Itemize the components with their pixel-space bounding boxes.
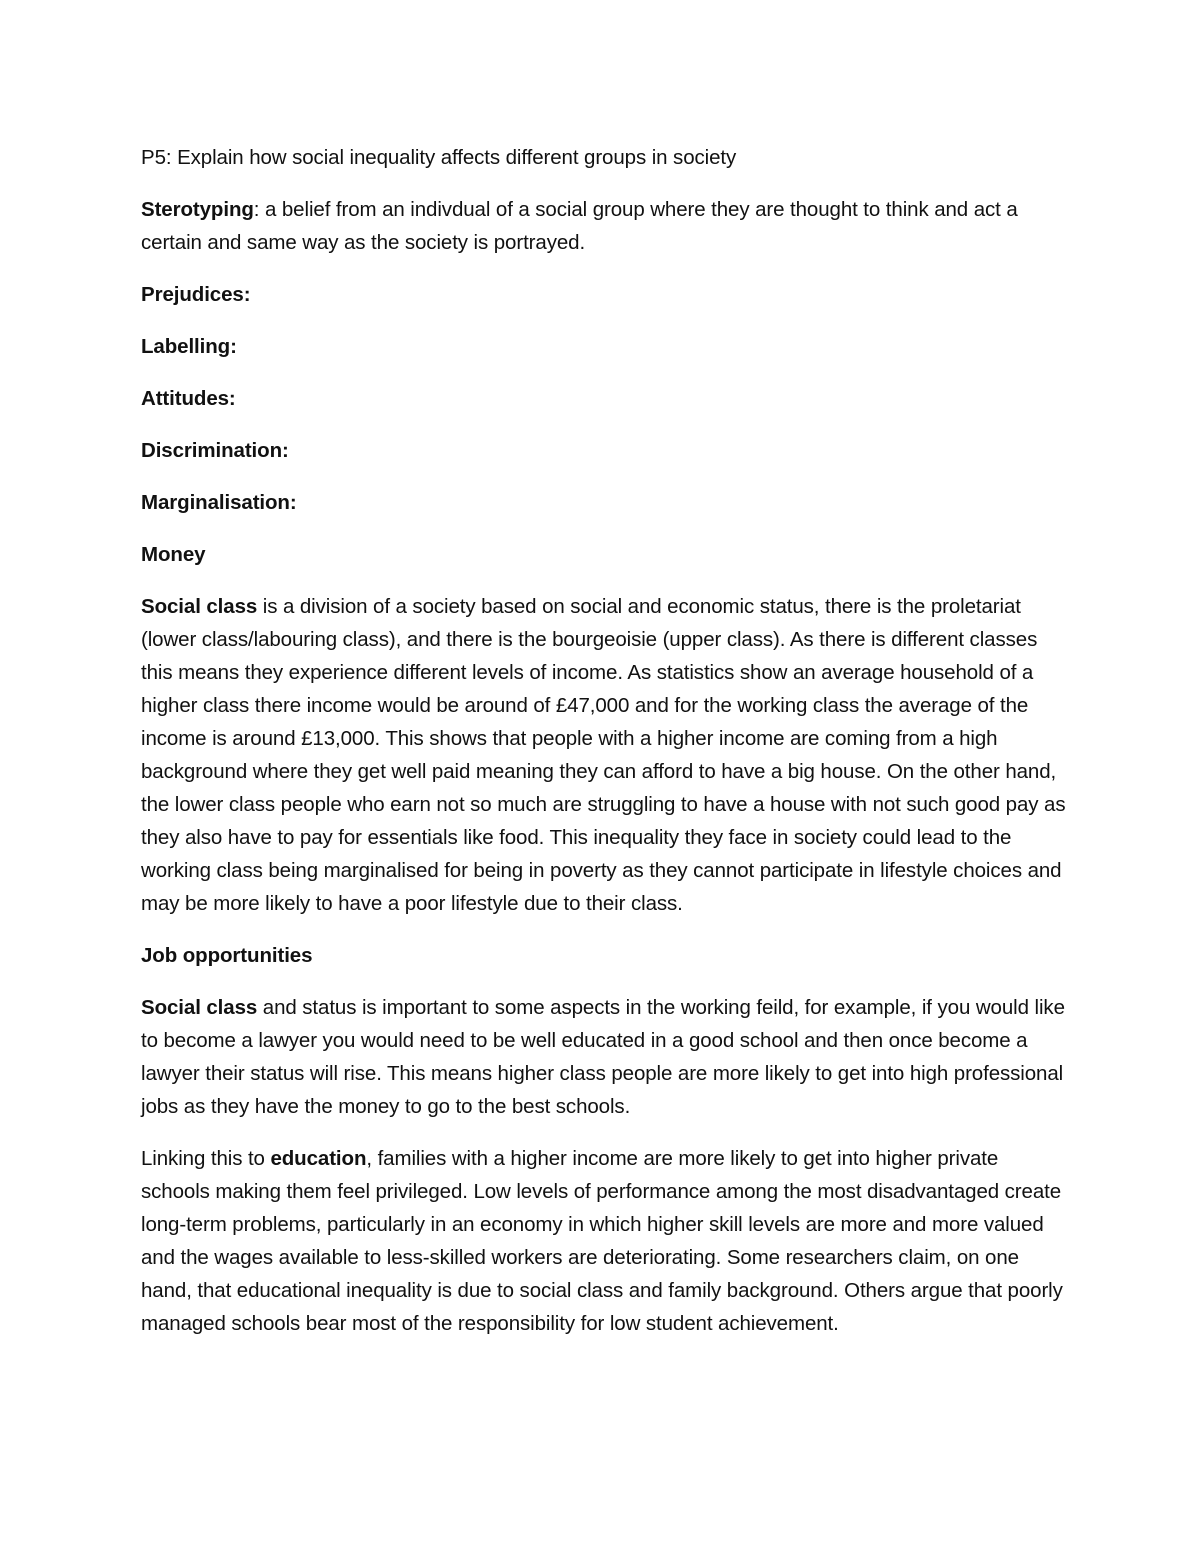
money-heading: Money: [141, 543, 206, 566]
labelling-term: Labelling:: [141, 335, 237, 358]
marginalisation-term: Marginalisation:: [141, 491, 297, 514]
social-class-jobs-paragraph: [141, 991, 1066, 1123]
social-class-money-paragraph: [141, 590, 1066, 920]
social-class-jobs-lead: Social class: [141, 996, 258, 1019]
sterotyping-paragraph: [141, 193, 1066, 259]
jobs-paragraph-text: and status is important to some aspects in the working feild, for example, if you would like to become a lawyer you would need to be well educated in a good school and then once become a lawyer their status will rise. This means higher class people are more likely to get into high professional jobs as they have the money to go to the best schools.: [141, 996, 1065, 1118]
discrimination-term: Discrimination:: [141, 439, 289, 462]
education-bold: education: [270, 1147, 367, 1170]
money-paragraph-text: is a division of a society based on social and economic status, there is the proletariat (lower class/labouring class), and there is the bourgeoisie (upper class). As there is different classes this means they experience different levels of income. As statistics show an average household of a higher class there income would be around of £47,000 and for the working class the average of the income is around £13,000. This shows that people with a higher income are coming from a high background where they get well paid meaning they can afford to have a big house. On the other hand, the lower class people who earn not so much are struggling to have a house with not such good pay as they also have to pay for essentials like food. This inequality they face in society could lead to the working class being marginalised for being in poverty as they cannot participate in lifestyle choices and may be more likely to have a poor lifestyle due to their class.: [141, 595, 1066, 915]
sterotyping-term: Sterotyping: [141, 198, 254, 221]
social-class-lead: Social class: [141, 595, 258, 618]
attitudes-term: Attitudes:: [141, 387, 236, 410]
education-paragraph: [141, 1142, 1066, 1340]
sterotyping-definition: : a belief from an indivdual of a social group where they are thought to think and act a certain and same way as the society is portrayed.: [141, 198, 1018, 254]
education-lead: Linking this to: [141, 1147, 271, 1170]
job-opportunities-heading: Job opportunities: [141, 944, 313, 967]
prejudices-term: Prejudices:: [141, 283, 251, 306]
document-title: P5: Explain how social inequality affects different groups in society: [141, 146, 737, 169]
document-body: [141, 141, 1066, 1359]
education-paragraph-text: , families with a higher income are more likely to get into higher private schools making them feel privileged. Low levels of performance among the most disadvantaged create long-term problems, particularly in an economy in which higher skill levels are more and more valued and the wages available to less-skilled workers are deteriorating. Some researchers claim, on one hand, that educational inequality is due to social class and family background. Others argue that poorly managed schools bear most of the responsibility for low student achievement.: [141, 1147, 1063, 1335]
